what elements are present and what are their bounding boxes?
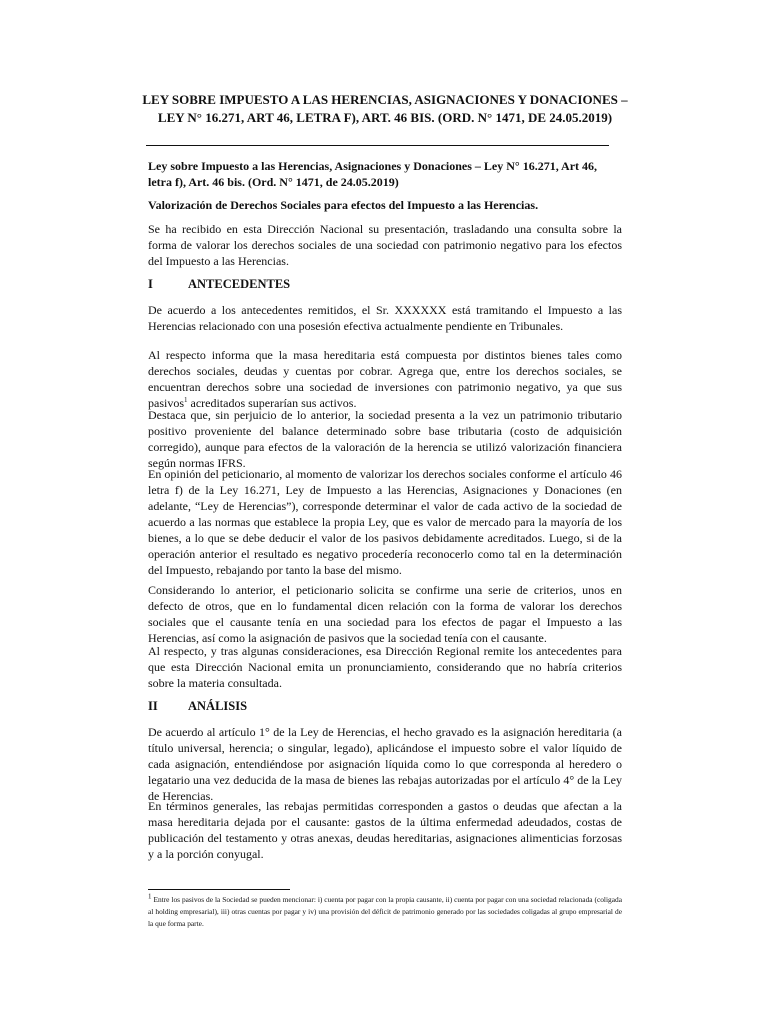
footnote-text: Entre los pasivos de la Sociedad se pueden mencionar: i) cuenta por pagar con la propia causante, ii) cuenta por pagar con una sociedad relacionada (coligada al holding empresarial), iii) otras cuentas por pagar y iv) una provisión del déficit de patrimonio generado por las sociedades coligadas al grupo empresarial de la que forma parte. — [148, 895, 622, 928]
paragraph-5: Considerando lo anterior, el peticionario solicita se confirme una serie de criterios, unos en defecto de otros, que en lo fundamental dicen relación con la forma de valorar los derechos sociales que el causante tenía en una sociedad para los efectos de pagar el Impuesto a las Herencias, así como la asignación de pasivos que la sociedad tenía con el causante. — [148, 583, 622, 645]
document-subtitle: Ley sobre Impuesto a las Herencias, Asignaciones y Donaciones – Ley N° 16.271, Art 46, letra f), Art. 46 bis. (Ord. N° 1471, de 24.05.2019) — [148, 159, 598, 189]
document-main-title: LEY SOBRE IMPUESTO A LAS HERENCIAS, ASIGNACIONES Y DONACIONES – LEY N° 16.271, ART 46, LETRA F), ART. 46 BIS. (ORD. N° 1471, DE 24.05.2019) — [142, 92, 628, 125]
section-title: ANÁLISIS — [188, 699, 248, 713]
section-heading-antecedentes — [148, 276, 290, 292]
section-title: ANTECEDENTES — [188, 277, 291, 291]
paragraph-4: En opinión del peticionario, al momento de valorizar los derechos sociales conforme el artículo 46 letra f) de la Ley 16.271, Ley de Impuesto a las Herencias, Asignaciones y Donaciones (en adelante, “Ley de Herencias”), corresponde determinar el valor de cada activo de la sociedad de acuerdo a las normas que establece la propia Ley, que es valor de mercado para la mayoría de los bienes, a lo que se debe deducir el valor de los pasivos debidamente acreditados. Luego, si de la operación anterior el resultado es negativo procedería reconocerlo como tal en la determinación del Impuesto, rebajando por tanto la base del mismo. — [148, 467, 622, 577]
section-number: I — [148, 277, 153, 291]
title-divider — [146, 145, 609, 146]
paragraph-2-text: Al respecto informa que la masa hereditaria está compuesta por distintos bienes tales como derechos sociales, deudas y cuentas por cobrar. Agrega que, entre los derechos sociales, se encuentran derechos sobre una sociedad de inversiones con patrimonio negativo, ya que sus pasivos — [148, 348, 622, 410]
section-heading-analisis — [148, 698, 247, 714]
paragraph-8: En términos generales, las rebajas permitidas corresponden a gastos o deudas que afectan a la masa hereditaria dejada por el causante: gastos de la última enfermedad adeudados, costas de publicación del testamento y otras anexas, deudas hereditarias, asignaciones alimenticias forzosas y a la porción conyugal. — [148, 799, 622, 861]
footnote-number: 1 — [148, 892, 152, 901]
intro-paragraph: Se ha recibido en esta Dirección Nacional su presentación, trasladando una consulta sobre la forma de valorar los derechos sociales de una sociedad con patrimonio negativo para los efectos del Impuesto a las Herencias. — [148, 222, 622, 268]
footnote — [148, 894, 622, 930]
paragraph-7: De acuerdo al artículo 1° de la Ley de Herencias, el hecho gravado es la asignación hereditaria (a título universal, herencia; o singular, legado), aplicándose el impuesto sobre el valor líquido de cada asignación, entendiéndose por asignación líquida como lo que corresponda al heredero o legatario una vez deducida de la masa de bienes las rebajas autorizadas por el artículo 4° de la Ley de Herencias. — [148, 725, 622, 803]
footnote-reference: 1 — [184, 396, 188, 404]
paragraph-3: Destaca que, sin perjuicio de lo anterior, la sociedad presenta a la vez un patrimonio tributario positivo proveniente del balance determinado sobre base tributaria (costo de adquisición corregido), aunque para efectos de la valoración de la herencia se utilizó valorización financiera según normas IFRS. — [148, 408, 622, 470]
paragraph-2-text-end: acreditados superarían sus activos. — [187, 396, 357, 410]
paragraph-1: De acuerdo a los antecedentes remitidos, el Sr. XXXXXX está tramitando el Impuesto a las Herencias relacionado con una posesión efectiva actualmente pendiente en Tribunales. — [148, 303, 622, 333]
paragraph-2 — [148, 347, 622, 411]
paragraph-6: Al respecto, y tras algunas consideraciones, esa Dirección Regional remite los antecedentes para que esta Dirección Nacional emita un pronunciamiento, considerando que no habría criterios sobre la materia consultada. — [148, 644, 622, 690]
footnote-divider — [148, 889, 290, 890]
section-number: II — [148, 699, 158, 713]
document-subject: Valorización de Derechos Sociales para efectos del Impuesto a las Herencias. — [148, 198, 539, 212]
